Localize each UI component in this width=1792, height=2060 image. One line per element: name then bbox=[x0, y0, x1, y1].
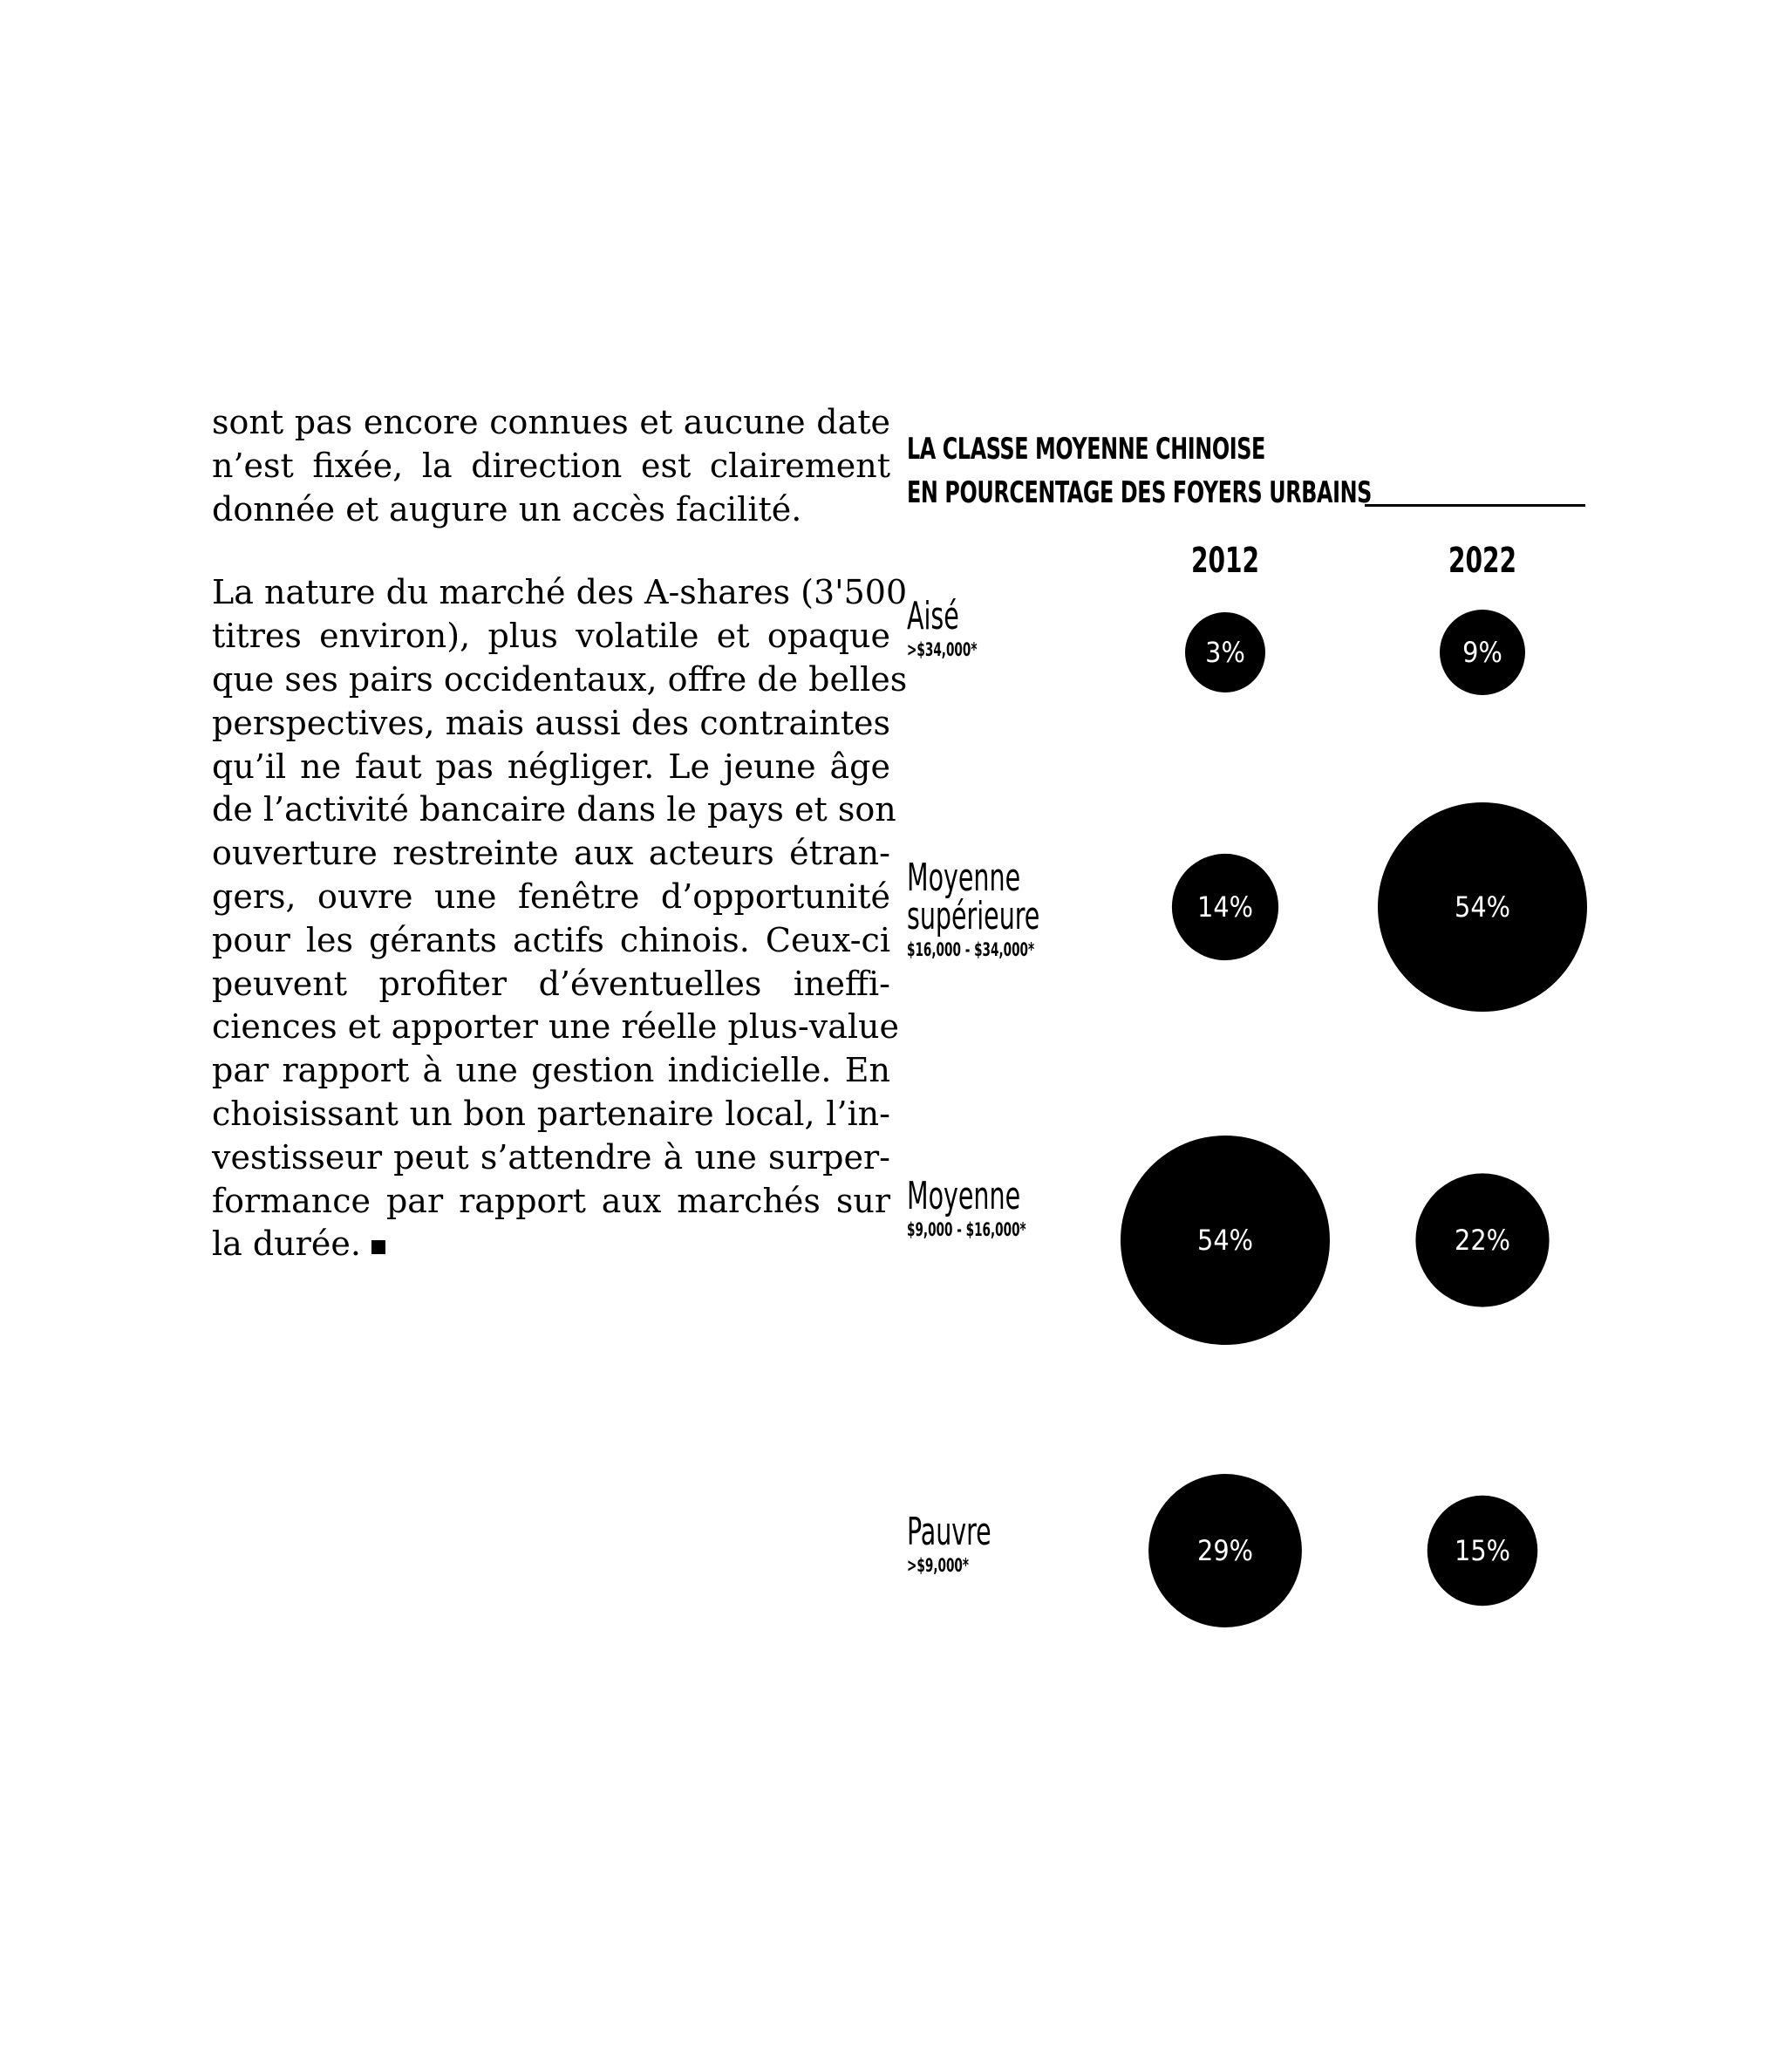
article-line: titres environ), plus volatile et opaque bbox=[212, 617, 890, 656]
article-line: la durée. bbox=[212, 1223, 890, 1266]
bubble-value-label: 14% bbox=[1197, 890, 1253, 924]
category-income-range: $16,000 - $34,000* bbox=[907, 939, 1035, 960]
article-line: choisissant un bon partenaire local, l’in- bbox=[212, 1094, 890, 1133]
bubble-value-label: 9% bbox=[1462, 636, 1502, 669]
article-paragraph-1 bbox=[212, 401, 890, 531]
article-line: gers, ouvre une fenêtre d’opportunité bbox=[212, 877, 890, 916]
article-line: sont pas encore connues et aucune date bbox=[212, 403, 890, 441]
article-line: La nature du marché des A-shares (3'500 bbox=[212, 573, 908, 612]
year-label-2022: 2022 bbox=[1448, 541, 1517, 581]
article-line: perspectives, mais aussi des contraintes bbox=[212, 703, 890, 742]
chart-title-line-2: EN POURCENTAGE DES FOYERS URBAINS bbox=[907, 475, 1372, 510]
category-name: Moyenne bbox=[907, 1174, 1021, 1218]
bubble-chart bbox=[907, 427, 1587, 1666]
article-line: qu’il ne faut pas négliger. Le jeune âge bbox=[212, 747, 890, 786]
article-line: ouverture restreinte aux acteurs étran- bbox=[212, 834, 890, 873]
article-line: donnée et augure un accès facilité. bbox=[212, 489, 802, 529]
article-line: n’est fixée, la direction est clairement bbox=[212, 446, 890, 485]
bubble-value-label: 29% bbox=[1197, 1534, 1253, 1567]
article-line: que ses pairs occidentaux, offre de belles bbox=[212, 659, 908, 699]
bubble-value-label: 22% bbox=[1455, 1224, 1510, 1257]
category-income-range: >$9,000* bbox=[907, 1555, 970, 1576]
chart-title-line-1: LA CLASSE MOYENNE CHINOISE bbox=[907, 432, 1265, 467]
category-name: Moyenne bbox=[907, 856, 1021, 900]
article-line: peuvent profiter d’éventuelles ineffi- bbox=[212, 964, 890, 1003]
article-line: formance par rapport aux marchés sur bbox=[212, 1181, 890, 1220]
bubble-value-label: 54% bbox=[1455, 890, 1510, 924]
article-line: de l’activité bancaire dans le pays et son bbox=[212, 790, 896, 829]
bubble-value-label: 54% bbox=[1197, 1224, 1253, 1257]
category-name: supérieure bbox=[907, 894, 1040, 938]
article-line: par rapport à une gestion indicielle. En bbox=[212, 1051, 890, 1090]
article-line: vestisseur peut s’attendre à une surper- bbox=[212, 1137, 890, 1177]
article-line: ciences et apporter une réelle plus-value bbox=[212, 1007, 899, 1047]
bubble-value-label: 3% bbox=[1205, 636, 1245, 669]
end-of-article-mark bbox=[371, 1240, 385, 1254]
article-line: pour les gérants actifs chinois. Ceux-ci bbox=[212, 920, 890, 959]
category-income-range: $9,000 - $16,000* bbox=[907, 1219, 1026, 1240]
article-text bbox=[212, 401, 908, 1266]
year-label-2012: 2012 bbox=[1190, 541, 1260, 581]
category-name: Pauvre bbox=[907, 1510, 991, 1554]
category-income-range: >$34,000* bbox=[907, 639, 978, 660]
article-paragraph-2 bbox=[212, 571, 908, 1266]
infographic bbox=[907, 427, 1587, 1666]
category-name: Aisé bbox=[907, 594, 959, 638]
bubble-value-label: 15% bbox=[1455, 1534, 1510, 1567]
